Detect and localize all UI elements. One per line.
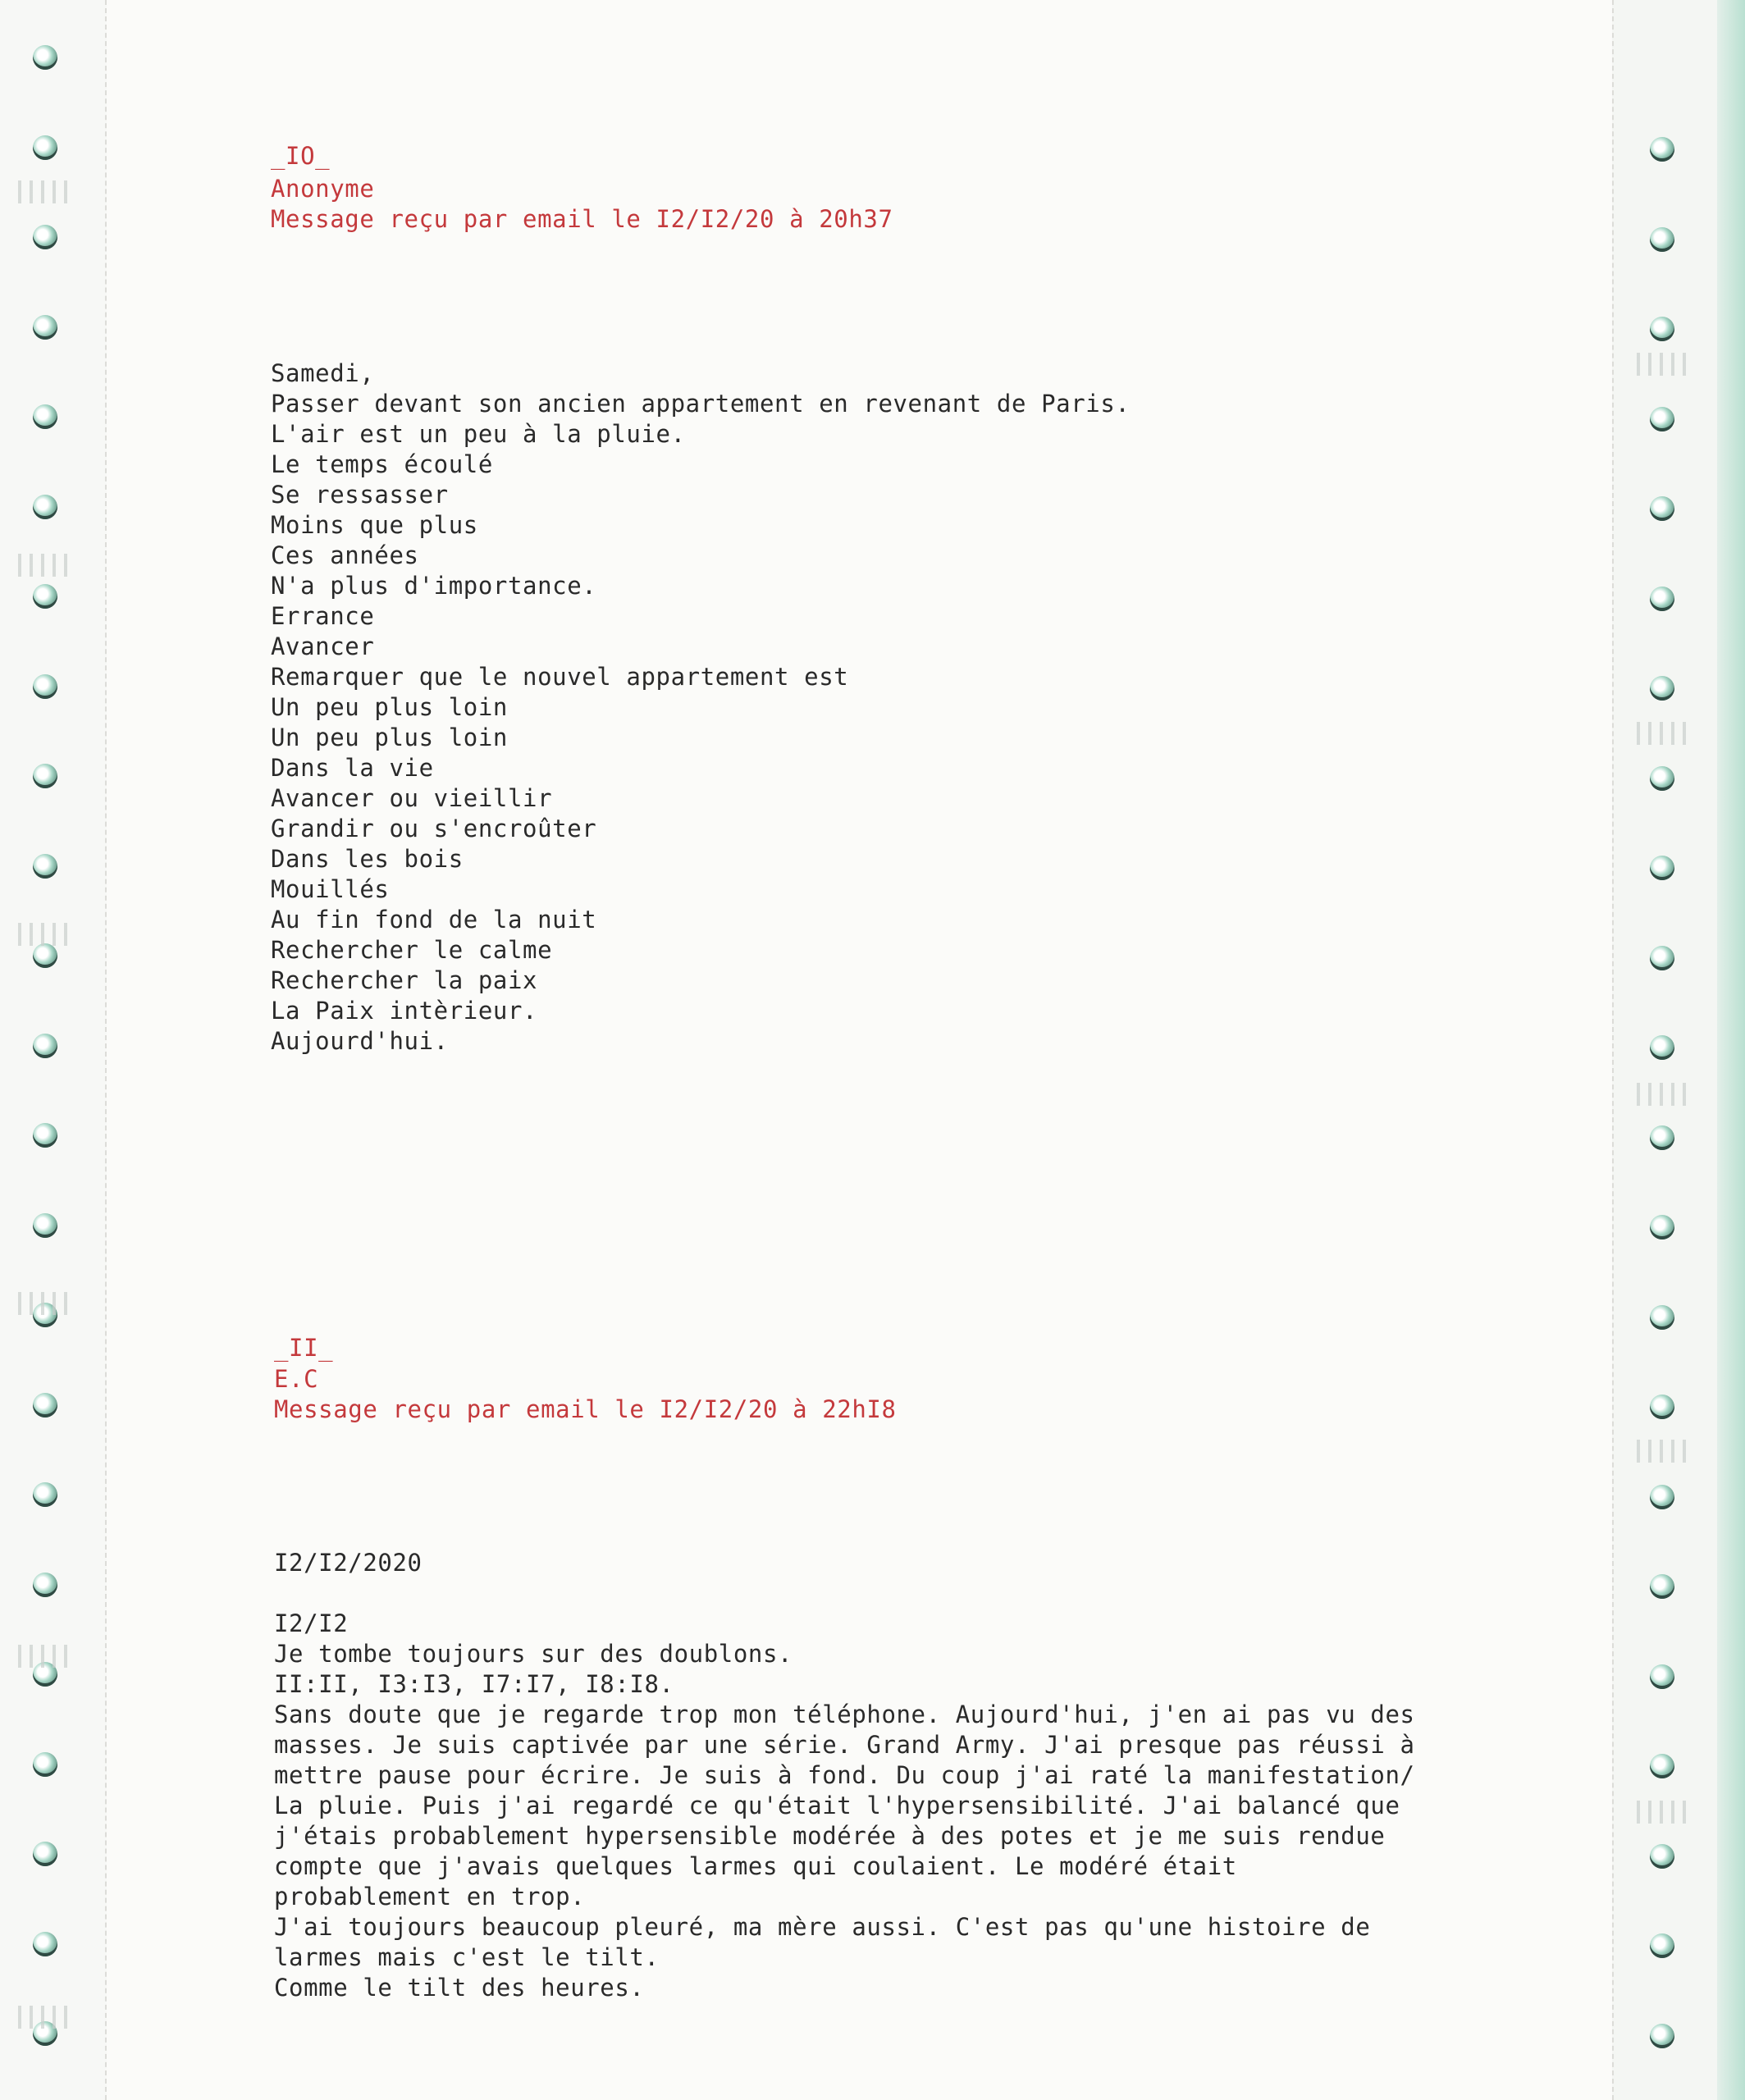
tractor-hole	[33, 1123, 57, 1148]
tractor-hole	[1650, 2024, 1674, 2048]
tractor-hole	[1650, 1933, 1674, 1958]
text-line: Sans doute que je regarde trop mon téléphone. Aujourd'hui, j'en ai pas vu des	[274, 1701, 1415, 1728]
tractor-hole	[33, 135, 57, 160]
entry-number: _IO_	[271, 142, 331, 170]
text-line: La Paix intèrieur.	[271, 997, 538, 1025]
text-line: masses. Je suis captivée par une série. Grand Army. J'ai presque pas réussi à	[274, 1731, 1415, 1759]
tractor-hole	[33, 404, 57, 429]
perforation-mark	[18, 180, 71, 203]
perforation-mark	[18, 2006, 71, 2029]
text-line: Moins que plus	[271, 511, 478, 539]
text-line: Le temps écoulé	[271, 450, 493, 478]
perforation-mark	[18, 1645, 71, 1668]
perforation-mark	[1637, 353, 1689, 376]
text-line: Aujourd'hui.	[271, 1027, 449, 1055]
text-line: Rechercher le calme	[271, 936, 553, 964]
tractor-hole	[1650, 587, 1674, 611]
tractor-hole	[33, 1213, 57, 1238]
tractor-hole	[1650, 496, 1674, 521]
tractor-hole	[1650, 1215, 1674, 1239]
text-line: Samedi,	[271, 359, 375, 387]
tractor-hole	[33, 1752, 57, 1777]
entry-received: Message reçu par email le I2/I2/20 à 20h37	[271, 205, 893, 233]
tractor-hole	[1650, 1125, 1674, 1150]
text-line: Grandir ou s'encroûter	[271, 815, 597, 842]
tractor-hole	[1650, 766, 1674, 791]
entry-number: _II_	[274, 1334, 334, 1362]
text-line: II:II, I3:I3, I7:I7, I8:I8.	[274, 1670, 674, 1698]
text-line: Un peu plus loin	[271, 724, 508, 751]
text-line: Avancer	[271, 632, 375, 660]
text-line: I2/I2	[274, 1609, 349, 1637]
text-line: Rechercher la paix	[271, 966, 538, 994]
text-line: Avancer ou vieillir	[271, 784, 553, 812]
text-line: Errance	[271, 602, 375, 630]
tractor-hole	[33, 584, 57, 609]
tractor-hole	[33, 45, 57, 70]
text-line: Un peu plus loin	[271, 693, 508, 721]
tractor-hole	[1650, 856, 1674, 880]
right-tractor-strip	[1612, 0, 1745, 2100]
tractor-hole	[33, 674, 57, 699]
text-line: Passer devant son ancien appartement en revenant de Paris.	[271, 390, 1131, 418]
text-line: larmes mais c'est le tilt.	[274, 1943, 660, 1971]
tractor-hole	[33, 315, 57, 340]
perforation-mark	[1637, 722, 1689, 745]
tractor-hole	[33, 764, 57, 788]
tractor-hole	[1650, 1574, 1674, 1599]
tractor-hole	[1650, 407, 1674, 431]
tractor-hole	[1650, 1395, 1674, 1419]
left-tractor-strip	[0, 0, 107, 2100]
tractor-hole	[1650, 137, 1674, 162]
tractor-hole	[1650, 1485, 1674, 1509]
text-line: compte que j'avais quelques larmes qui coulaient. Le modéré était	[274, 1852, 1237, 1880]
text-line: Comme le tilt des heures.	[274, 1974, 645, 2002]
tractor-hole	[1650, 1754, 1674, 1778]
text-line: Dans les bois	[271, 845, 464, 873]
perforation-mark	[1637, 1440, 1689, 1463]
tractor-hole	[1650, 317, 1674, 341]
text-line: Remarquer que le nouvel appartement est	[271, 663, 849, 691]
text-line: Dans la vie	[271, 754, 434, 782]
perforation-mark	[1637, 1801, 1689, 1824]
tractor-hole	[1650, 1305, 1674, 1330]
entry-received: Message reçu par email le I2/I2/20 à 22hI8	[274, 1395, 897, 1423]
tractor-hole	[33, 1573, 57, 1597]
tractor-hole	[33, 943, 57, 968]
tractor-hole	[1650, 676, 1674, 701]
text-line: j'étais probablement hypersensible modérée à des potes et je me suis rendue	[274, 1822, 1386, 1850]
right-strip-edge	[1717, 0, 1745, 2100]
tractor-hole	[1650, 946, 1674, 970]
text-line: probablement en trop.	[274, 1883, 586, 1911]
text-line: Mouillés	[271, 875, 390, 903]
perforation-mark	[18, 923, 71, 946]
text-line: mettre pause pour écrire. Je suis à fond. Du coup j'ai raté la manifestation/	[274, 1761, 1415, 1789]
entry-date: I2/I2/2020	[274, 1549, 423, 1577]
perforation-mark	[1637, 1083, 1689, 1106]
tractor-hole	[33, 495, 57, 519]
tractor-hole	[33, 1842, 57, 1866]
entry-author: E.C	[274, 1365, 319, 1393]
tractor-hole	[33, 1034, 57, 1058]
text-line: L'air est un peu à la pluie.	[271, 420, 686, 448]
tractor-hole	[1650, 1844, 1674, 1869]
text-line: La pluie. Puis j'ai regardé ce qu'était l'hypersensibilité. J'ai balancé que	[274, 1792, 1400, 1819]
tractor-hole	[33, 1393, 57, 1418]
text-line: Au fin fond de la nuit	[271, 906, 597, 934]
tractor-hole	[1650, 1664, 1674, 1689]
text-line: J'ai toujours beaucoup pleuré, ma mère aussi. C'est pas qu'une histoire de	[274, 1913, 1371, 1941]
tractor-hole	[1650, 1035, 1674, 1060]
tractor-hole	[33, 1932, 57, 1956]
text-line: Je tombe toujours sur des doublons.	[274, 1640, 793, 1668]
tractor-hole	[33, 225, 57, 249]
text-line: Se ressasser	[271, 481, 449, 509]
text-line: N'a plus d'importance.	[271, 572, 597, 600]
tractor-hole	[33, 1482, 57, 1507]
perforation-mark	[18, 1292, 71, 1315]
text-line: Ces années	[271, 541, 419, 569]
tractor-hole	[33, 854, 57, 879]
tractor-hole	[1650, 227, 1674, 252]
perforation-mark	[18, 554, 71, 577]
entry-author: Anonyme	[271, 175, 375, 203]
